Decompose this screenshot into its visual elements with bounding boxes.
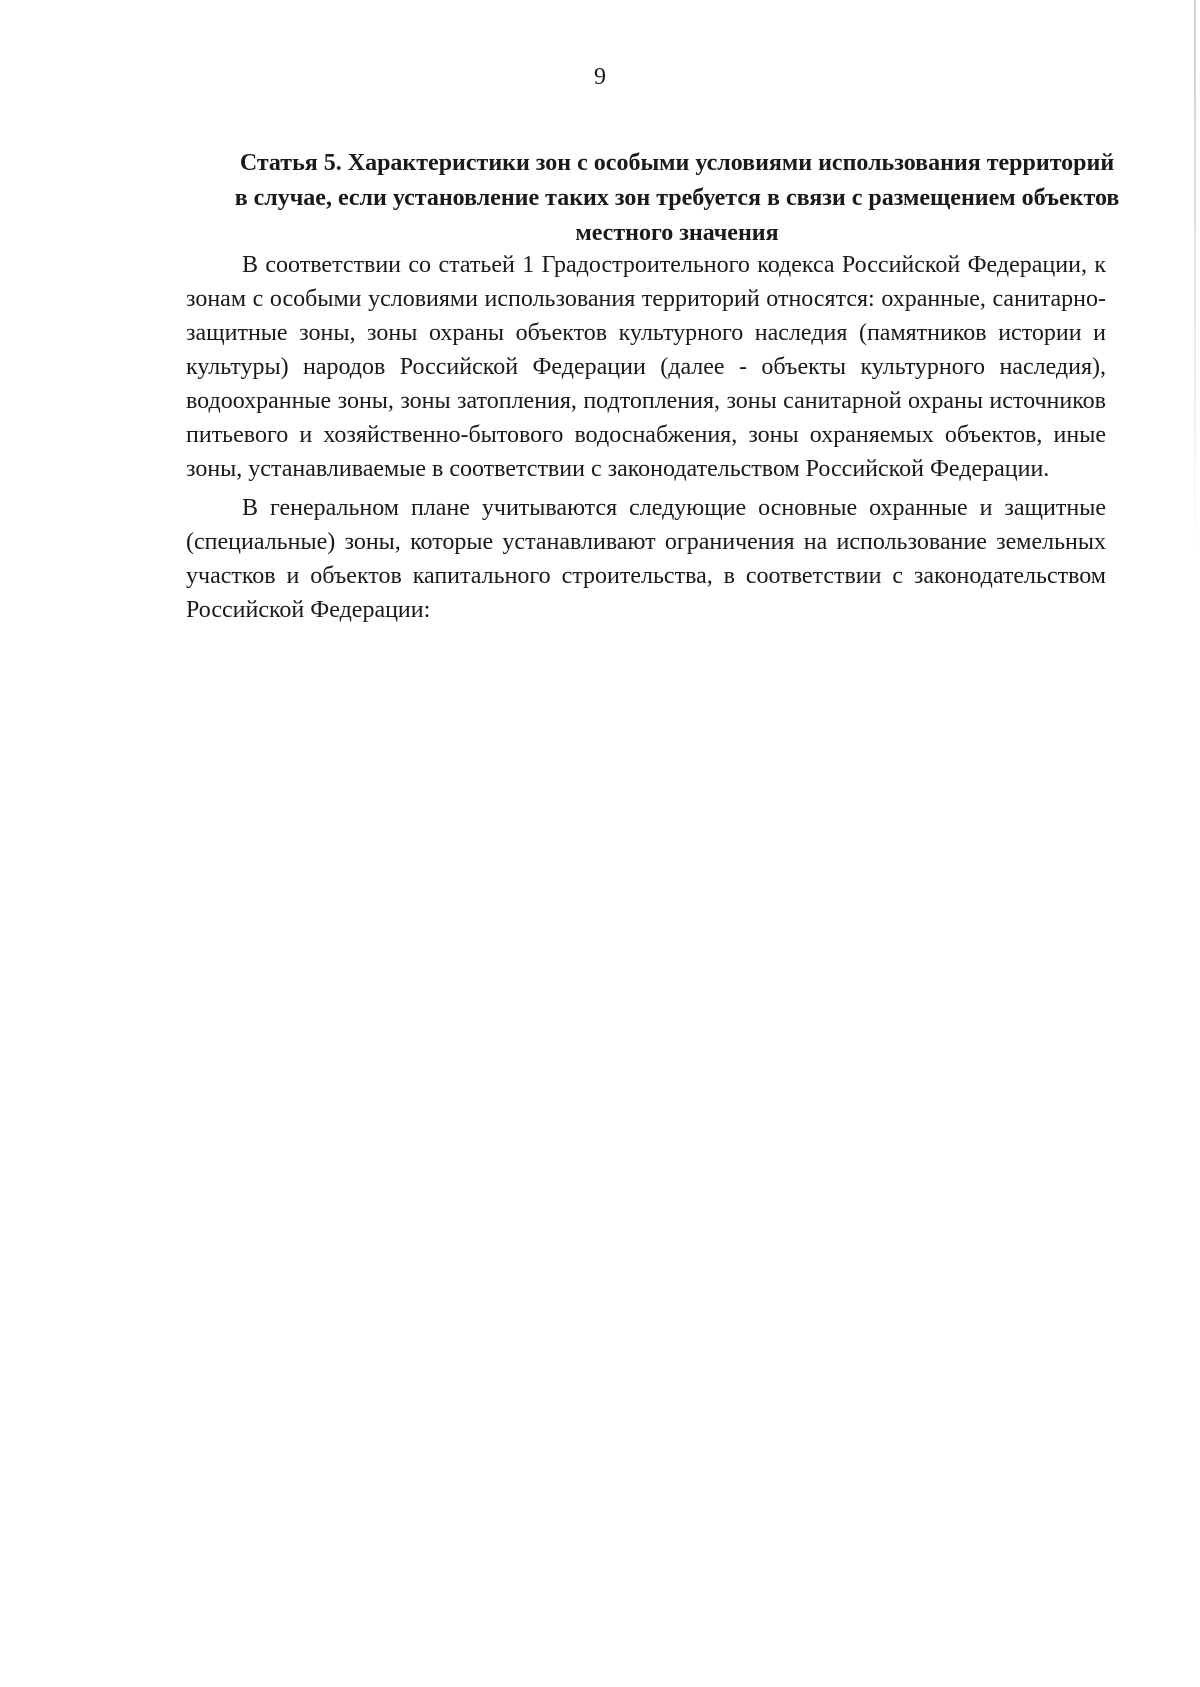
article-body xyxy=(186,248,1106,632)
paragraph-general-plan-zones: В генеральном плане учитываются следующие основные охранные и защитные (специальные) зоны, которые устанавливают ограничения на использование земельных участков и объектов капитального строительства, в соответствии с законодательством Российской Федерации: xyxy=(186,495,1106,623)
page-number: 9 xyxy=(594,64,606,90)
paragraph-zones-definition: В соответствии со статьей 1 Градостроительного кодекса Российской Федерации, к зонам с особыми условиями использования территорий относятся: охранные, санитарно-защитные зоны, зоны охраны объектов культурного наследия (памятников истории и культуры) народов Российской Федерации (далее - объекты культурного наследия), водоохранные зоны, зоны затопления, подтопления, зоны санитарной охраны источников питьевого и хозяйственно-бытового водоснабжения, зоны охраняемых объектов, иные зоны, устанавливаемые в соответствии с законодательством Российской Федерации. xyxy=(186,252,1106,482)
article-title: Статья 5. Характеристики зон с особыми условиями использования территорий в случае, если установление таких зон требуется в связи с размещением объектов местного значения xyxy=(234,150,1120,246)
